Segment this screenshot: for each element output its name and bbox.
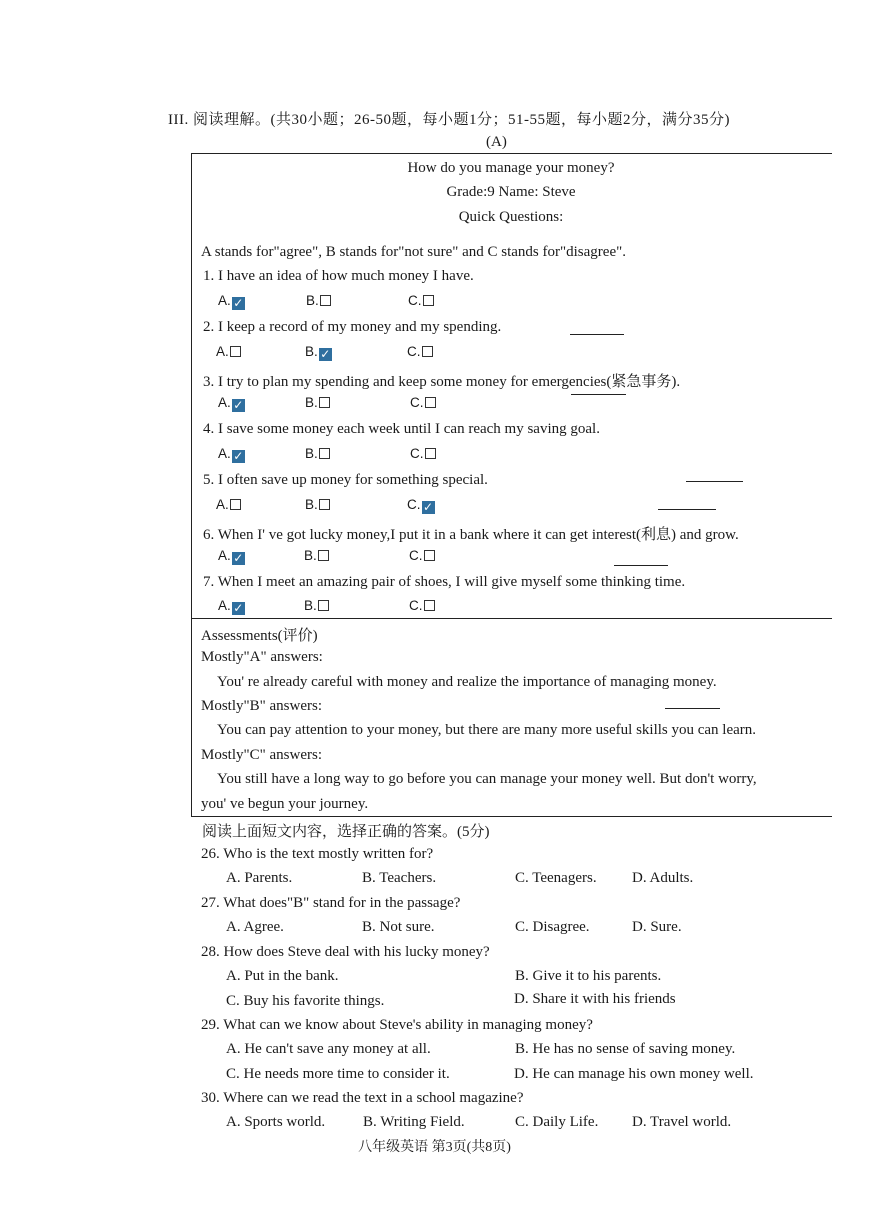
mcq-option: D. Sure. xyxy=(632,919,682,935)
section-title: III. 阅读理解。(共30小题；26-50题，每小题1分；51-55题，每小题2分，满分35分) xyxy=(168,112,730,128)
survey-question-2: 2. I keep a record of my money and my spending. xyxy=(203,319,502,335)
option-a xyxy=(218,395,245,412)
survey-title: How do you manage your money? xyxy=(407,160,615,176)
option-label: C. xyxy=(407,497,421,512)
empty-checkbox-icon xyxy=(423,295,434,306)
mcq-option: C. He needs more time to consider it. xyxy=(226,1066,450,1082)
option-c xyxy=(410,446,436,461)
assessment-b-head: Mostly"B" answers: xyxy=(201,698,322,714)
survey-question-3: 3. I try to plan my spending and keep some money for emergencies(紧急事务). xyxy=(203,374,681,390)
option-c xyxy=(410,395,436,410)
mcq-option: A. Agree. xyxy=(226,919,284,935)
option-c xyxy=(407,497,435,514)
option-a xyxy=(216,497,241,512)
answer-blank-line xyxy=(665,708,720,709)
option-label: B. xyxy=(305,497,318,512)
mcq-option: B. Not sure. xyxy=(362,919,435,935)
mcq-option: C. Disagree. xyxy=(515,919,590,935)
survey-question-7: 7. When I meet an amazing pair of shoes, I will give myself some thinking time. xyxy=(203,574,686,590)
empty-checkbox-icon xyxy=(230,346,241,357)
empty-checkbox-icon xyxy=(424,550,435,561)
survey-subtitle: Quick Questions: xyxy=(458,209,564,225)
mcq-question-29: 29. What can we know about Steve's ability in managing money? xyxy=(201,1017,593,1033)
empty-checkbox-icon xyxy=(425,397,436,408)
option-c xyxy=(408,293,434,308)
option-b xyxy=(305,497,330,512)
checked-checkbox-icon: ✓ xyxy=(233,398,244,412)
checked-checkbox-icon: ✓ xyxy=(233,296,244,310)
assessment-c-head: Mostly"C" answers: xyxy=(201,747,322,763)
page-footer: 八年级英语 第3页(共8页) xyxy=(358,1140,511,1155)
mcq-option: D. He can manage his own money well. xyxy=(514,1066,754,1082)
answer-blank-line xyxy=(658,509,716,510)
survey-instruction: A stands for"agree", B stands for"not sure" and C stands for"disagree". xyxy=(201,244,626,260)
option-b xyxy=(306,293,331,308)
option-label: C. xyxy=(410,395,424,410)
option-label: C. xyxy=(409,548,423,563)
assessment-a-text: You' re already careful with money and realize the importance of managing money. xyxy=(217,674,717,690)
empty-checkbox-icon xyxy=(422,346,433,357)
survey-divider xyxy=(191,618,832,619)
option-label: B. xyxy=(306,293,319,308)
option-a xyxy=(216,344,241,359)
checked-checkbox-icon: ✓ xyxy=(233,551,244,565)
option-label: A. xyxy=(218,548,231,563)
option-label: B. xyxy=(304,598,317,613)
mcq-option: A. Put in the bank. xyxy=(226,968,339,984)
mcq-question-27: 27. What does"B" stand for in the passage? xyxy=(201,895,461,911)
option-label: B. xyxy=(305,344,318,359)
option-b xyxy=(305,446,330,461)
empty-checkbox-icon xyxy=(320,295,331,306)
mcq-option: C. Teenagers. xyxy=(515,870,597,886)
option-label: A. xyxy=(216,344,229,359)
mcq-option: D. Adults. xyxy=(632,870,694,886)
empty-checkbox-icon xyxy=(318,600,329,611)
empty-checkbox-icon xyxy=(425,448,436,459)
mcq-option: D. Share it with his friends xyxy=(514,991,676,1007)
mcq-option: A. Sports world. xyxy=(226,1114,326,1130)
option-a xyxy=(218,293,245,310)
survey-question-1: 1. I have an idea of how much money I have. xyxy=(203,268,474,284)
option-label: B. xyxy=(305,446,318,461)
mcq-option: D. Travel world. xyxy=(632,1114,732,1130)
mcq-question-28: 28. How does Steve deal with his lucky money? xyxy=(201,944,490,960)
checked-checkbox-icon: ✓ xyxy=(233,449,244,463)
option-label: C. xyxy=(409,598,423,613)
survey-grade-name: Grade:9 Name: Steve xyxy=(446,184,576,200)
option-label: B. xyxy=(304,548,317,563)
answer-blank-line xyxy=(686,481,743,482)
assessment-c-text-1: You still have a long way to go before you can manage your money well. But don't worry, xyxy=(217,771,757,787)
option-b xyxy=(304,598,329,613)
mcq-option: C. Daily Life. xyxy=(515,1114,599,1130)
answer-blank-line xyxy=(571,394,626,395)
option-label: C. xyxy=(407,344,421,359)
mcq-option: C. Buy his favorite things. xyxy=(226,993,385,1009)
option-label: A. xyxy=(218,446,231,461)
assessment-b-text: You can pay attention to your money, but there are many more useful skills you can learn. xyxy=(217,722,757,738)
option-label: A. xyxy=(216,497,229,512)
option-c xyxy=(409,598,435,613)
option-label: C. xyxy=(410,446,424,461)
mcq-question-26: 26. Who is the text mostly written for? xyxy=(201,846,434,862)
mcq-question-30: 30. Where can we read the text in a school magazine? xyxy=(201,1090,524,1106)
answer-blank-line xyxy=(614,565,668,566)
option-a xyxy=(218,548,245,565)
part-label: (A) xyxy=(486,134,507,150)
survey-question-4: 4. I save some money each week until I can reach my saving goal. xyxy=(203,421,600,437)
assessment-a-head: Mostly"A" answers: xyxy=(201,649,323,665)
option-b xyxy=(304,548,329,563)
task-instruction: 阅读上面短文内容，选择正确的答案。(5分) xyxy=(202,824,490,840)
checked-checkbox-icon: ✓ xyxy=(233,601,244,615)
checked-checkbox-icon: ✓ xyxy=(422,500,434,514)
option-a xyxy=(218,446,245,463)
option-label: A. xyxy=(218,293,231,308)
option-label: B. xyxy=(305,395,318,410)
mcq-option: B. Writing Field. xyxy=(363,1114,465,1130)
checked-checkbox-icon: ✓ xyxy=(320,347,331,361)
option-label: A. xyxy=(218,395,231,410)
option-label: A. xyxy=(218,598,231,613)
mcq-option: B. Teachers. xyxy=(362,870,437,886)
mcq-option: B. He has no sense of saving money. xyxy=(515,1041,736,1057)
option-b xyxy=(305,395,330,410)
survey-question-6: 6. When I' ve got lucky money,I put it in a bank where it can get interest(利息) and grow. xyxy=(203,527,739,543)
assessments-title: Assessments(评价) xyxy=(201,628,318,644)
empty-checkbox-icon xyxy=(319,499,330,510)
empty-checkbox-icon xyxy=(318,550,329,561)
assessment-c-text-2: you' ve begun your journey. xyxy=(201,796,369,812)
option-c xyxy=(409,548,435,563)
survey-question-5: 5. I often save up money for something special. xyxy=(203,472,488,488)
option-a xyxy=(218,598,245,615)
empty-checkbox-icon xyxy=(319,397,330,408)
empty-checkbox-icon xyxy=(424,600,435,611)
empty-checkbox-icon xyxy=(319,448,330,459)
mcq-option: A. Parents. xyxy=(226,870,293,886)
option-label: C. xyxy=(408,293,422,308)
mcq-option: B. Give it to his parents. xyxy=(515,968,662,984)
answer-blank-line xyxy=(570,334,624,335)
mcq-option: A. He can't save any money at all. xyxy=(226,1041,431,1057)
empty-checkbox-icon xyxy=(230,499,241,510)
option-c xyxy=(407,344,433,359)
option-b xyxy=(305,344,332,361)
